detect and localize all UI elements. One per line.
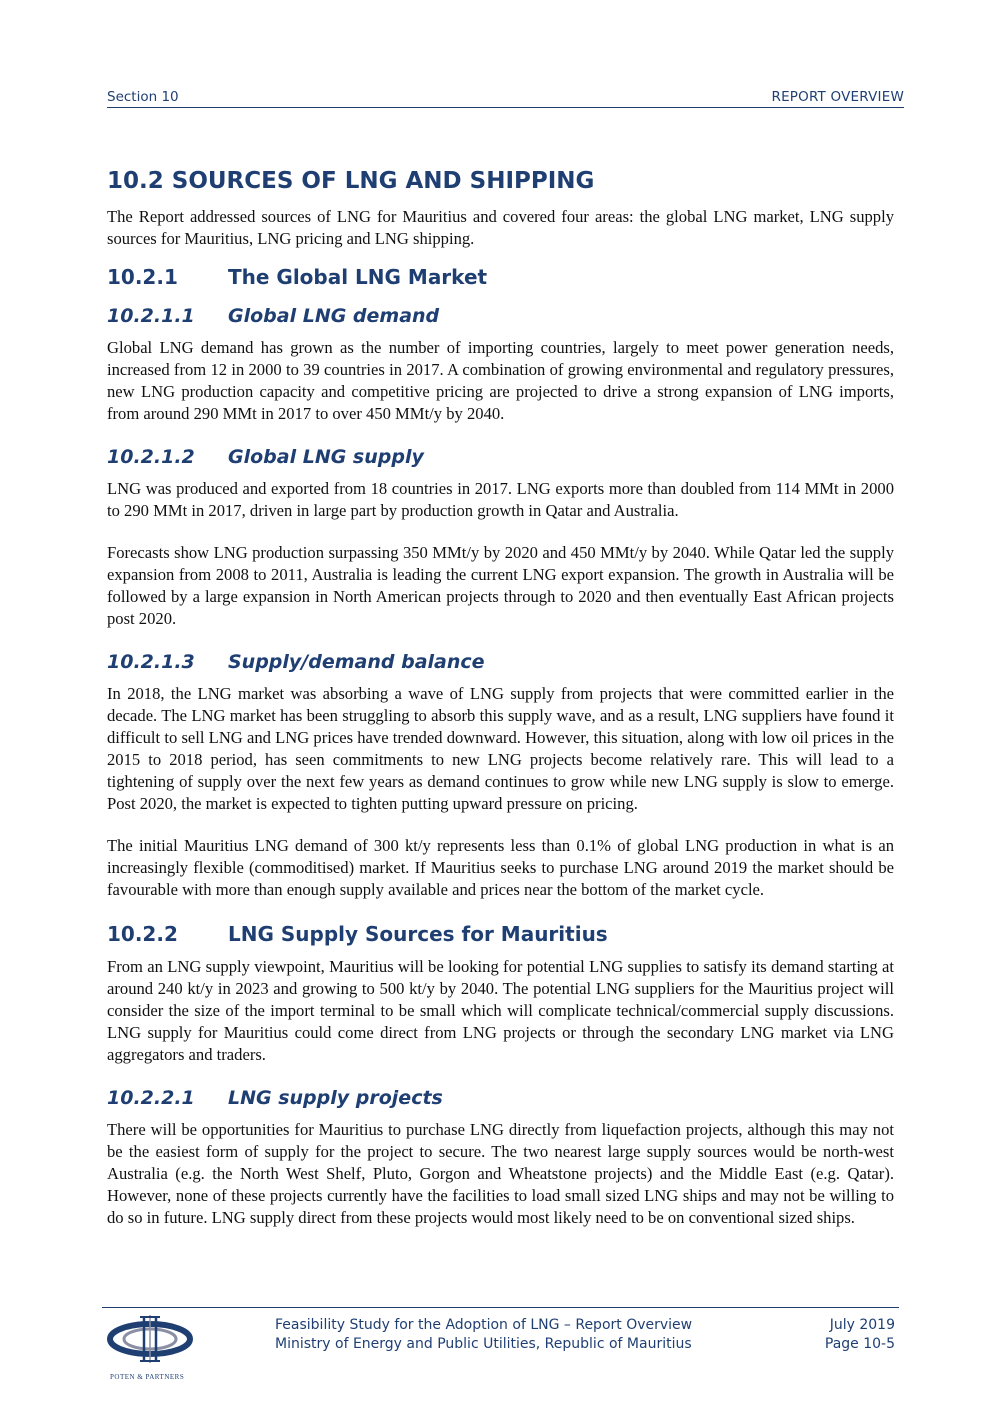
header-section: Section 10 bbox=[107, 89, 179, 105]
section-heading bbox=[107, 166, 894, 196]
paragraph: Global LNG demand has grown as the number of importing countries, largely to meet power generation needs, increased from 12 in 2000 to 39 countries in 2017. A combination of growing environmental and regulatory pressures, new LNG production capacity and competitive pricing are projected to drive a strong expansion of LNG imports, from around 290 MMt in 2017 to over 450 MMt/y by 2040. bbox=[107, 338, 894, 423]
subsubsection-heading-supply-projects bbox=[107, 1086, 894, 1110]
section-title: SOURCES OF LNG AND SHIPPING bbox=[171, 168, 595, 194]
page-header bbox=[107, 89, 904, 108]
subsubsection-heading-supply bbox=[107, 445, 894, 469]
subsubsection-heading-balance bbox=[107, 650, 894, 674]
paragraph: From an LNG supply viewpoint, Mauritius will be looking for potential LNG supplies to satisfy its demand starting at around 240 kt/y in 2023 and growing to 500 kt/y by 2040. The potential LNG suppliers for the Mauritius project will consider the size of the import terminal to be small which will complicate technical/commercial supply discussions. LNG supply for Mauritius could come direct from LNG projects or through the secondary LNG market via LNG aggregators and traders. bbox=[107, 957, 894, 1064]
paragraph: LNG was produced and exported from 18 countries in 2017. LNG exports more than doubled from 114 MMt in 2000 to 290 MMt in 2017, driven in large part by production growth in Qatar and Australia. bbox=[107, 479, 894, 520]
footer-divider bbox=[102, 1307, 899, 1308]
paragraph: Forecasts show LNG production surpassing 350 MMt/y by 2020 and 450 MMt/y by 2040. While Qatar led the supply expansion from 2008 to 2011, Australia is leading the current LNG export expansion. The growth in Australia will be followed by a large expansion in North American projects through to 2020 and then eventually East African projects post 2020. bbox=[107, 543, 894, 628]
footer-page-number: Page 10-5 bbox=[824, 1336, 895, 1352]
subsubsection-title: LNG supply projects bbox=[228, 1087, 443, 1109]
header-title: REPORT OVERVIEW bbox=[771, 89, 904, 105]
subsection-title: LNG Supply Sources for Mauritius bbox=[228, 922, 608, 946]
logo-wordmark: POTEN & PARTNERS bbox=[110, 1373, 185, 1381]
subsection-heading-supply-sources bbox=[107, 921, 894, 947]
section-intro: The Report addressed sources of LNG for Mauritius and covered four areas: the global LNG market, LNG supply sources for Mauritius, LNG pricing and LNG shipping. bbox=[107, 207, 894, 248]
paragraph: The initial Mauritius LNG demand of 300 kt/y represents less than 0.1% of global LNG production in what is an increasingly flexible (commoditised) market. If Mauritius seeks to purchase LNG around 2019 the market should be favourable with more than enough supply available and prices near the bottom of the market cycle. bbox=[107, 836, 894, 899]
subsubsection-title: Global LNG demand bbox=[228, 305, 440, 327]
subsubsection-title: Global LNG supply bbox=[228, 446, 424, 468]
section-number: 10.2 bbox=[107, 168, 164, 194]
paragraph: In 2018, the LNG market was absorbing a wave of LNG supply from projects that were committed earlier in the decade. The LNG market has been struggling to absorb this supply wave, and as a result, LNG suppliers have found it difficult to sell LNG and LNG prices have trended downward. However, this situation, along with low oil prices in the 2015 to 2018 period, has seen commitments to new LNG projects become relatively rare. This will lead to a tightening of supply over the next few years as demand continues to grow while new LNG supply is slow to emerge. Post 2020, the market is expected to tighten putting upward pressure on pricing. bbox=[107, 684, 894, 813]
subsection-heading-global-market bbox=[107, 264, 894, 290]
subsection-number: 10.2.1 bbox=[107, 265, 178, 289]
subsubsection-number: 10.2.2.1 bbox=[107, 1087, 195, 1109]
paragraph: There will be opportunities for Mauritius to purchase LNG directly from liquefaction projects, although this may not be the easiest form of supply for the project to secure. The two nearest large supply sources would be north-west Australia (e.g. the North West Shelf, Pluto, Gorgon and Wheatstone projects) and the Middle East (e.g. Qatar). However, none of these projects currently have the facilities to load small sized LNG ships and may not be willing to do so in future. LNG supply direct from these projects would most likely need to be on conventional sized ships. bbox=[107, 1120, 894, 1227]
subsubsection-number: 10.2.1.1 bbox=[107, 305, 195, 327]
subsubsection-number: 10.2.1.2 bbox=[107, 446, 195, 468]
subsubsection-heading-demand bbox=[107, 304, 894, 328]
footer-date: July 2019 bbox=[829, 1317, 895, 1333]
subsection-title: The Global LNG Market bbox=[228, 265, 488, 289]
subsection-number: 10.2.2 bbox=[107, 922, 178, 946]
poten-partners-logo bbox=[104, 1313, 200, 1383]
footer-ministry: Ministry of Energy and Public Utilities, Republic of Mauritius bbox=[275, 1336, 692, 1352]
page-footer bbox=[275, 1316, 895, 1354]
subsubsection-title: Supply/demand balance bbox=[228, 651, 485, 673]
footer-report-title: Feasibility Study for the Adoption of LNG – Report Overview bbox=[275, 1317, 693, 1333]
subsubsection-number: 10.2.1.3 bbox=[107, 651, 195, 673]
main-content bbox=[107, 166, 894, 1249]
